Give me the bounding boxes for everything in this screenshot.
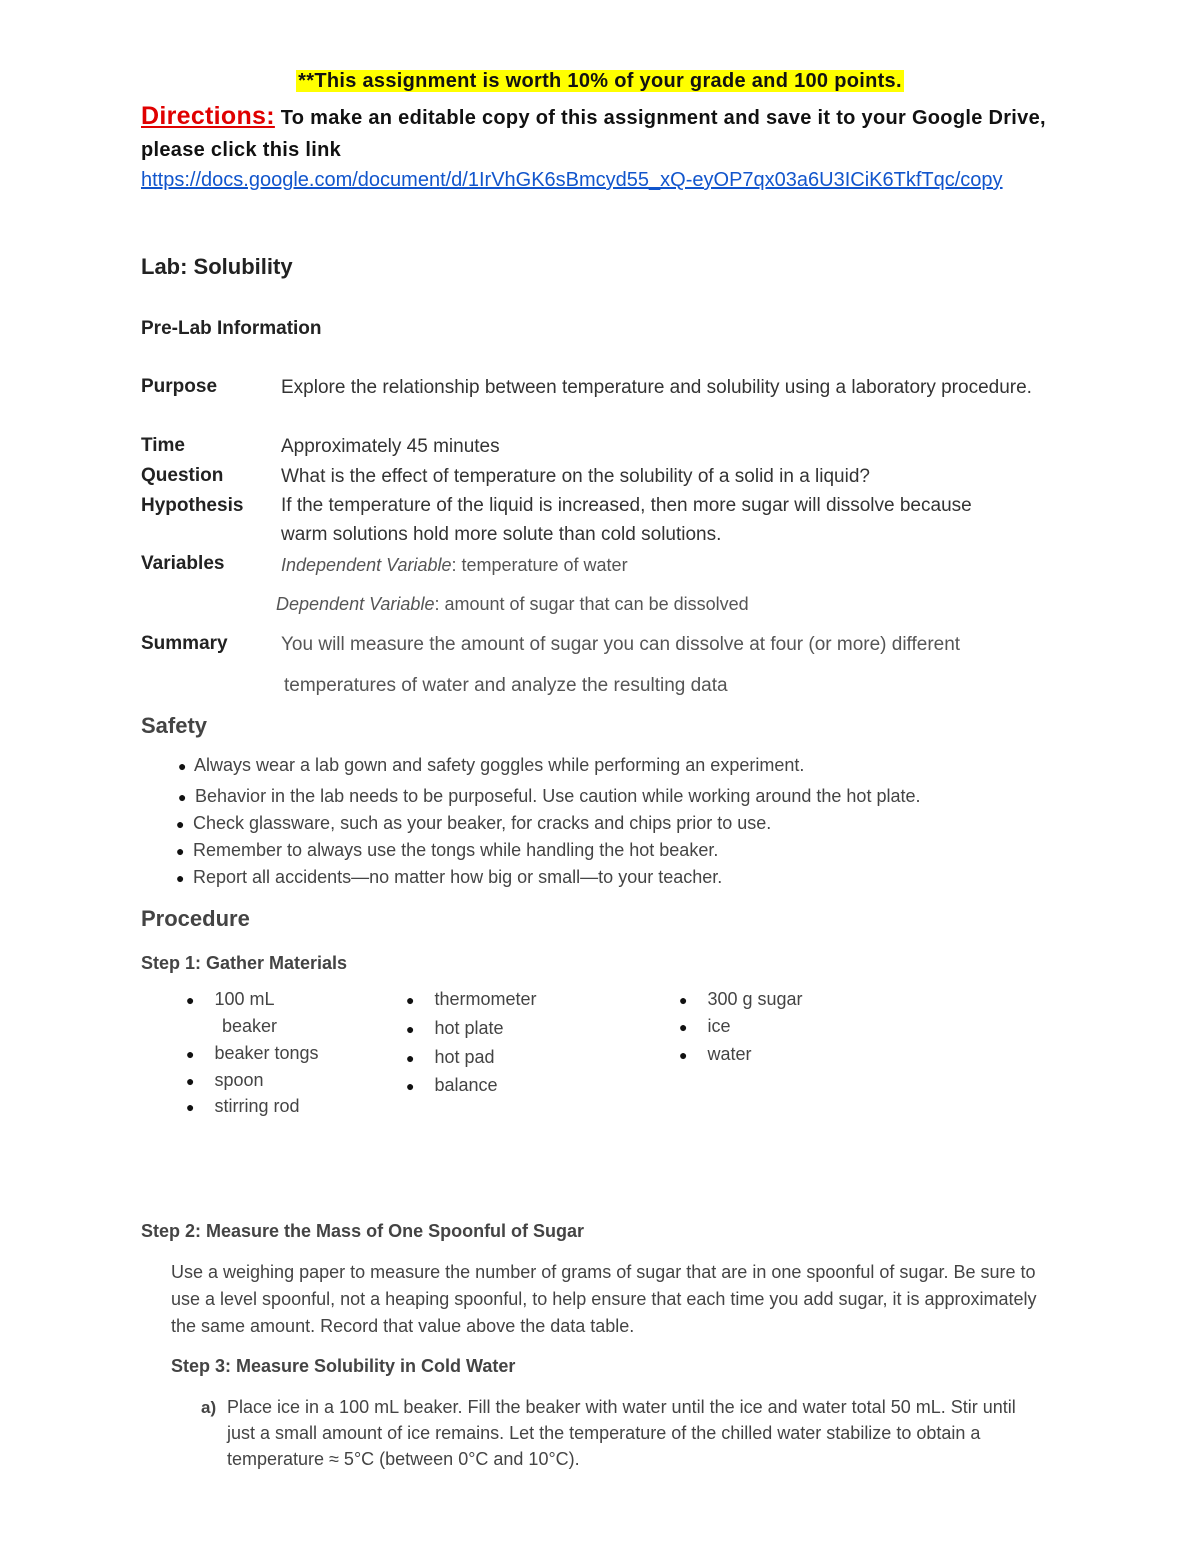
time-term: Time <box>141 435 186 456</box>
safety-item: ● Always wear a lab gown and safety goggles while performing an experiment. <box>178 755 805 775</box>
material-item: ● balance <box>406 1075 498 1095</box>
lab-title: Lab: Solubility <box>141 254 293 279</box>
prelab-heading: Pre-Lab Information <box>141 318 322 339</box>
bullet-icon: ● <box>178 789 187 805</box>
step3a-text: Place ice in a 100 mL beaker. Fill the beaker with water until the ice and water total 50 mL. Stir until just a small amount of ice remains. Let the temperature of the chilled water stabilize to obtain a temperature ≈ 5°C (between 0°C and 10°C). <box>227 1397 1016 1469</box>
bullet-icon: ● <box>186 1046 195 1062</box>
hypothesis-term: Hypothesis <box>141 495 244 516</box>
dependent-variable-line <box>276 590 1056 619</box>
question-term: Question <box>141 465 224 486</box>
bullet-icon: ● <box>176 843 185 859</box>
bullet-icon: ● <box>186 1073 195 1089</box>
bullet-icon: ● <box>406 1021 415 1037</box>
directions-paragraph <box>141 100 1051 166</box>
purpose-term: Purpose <box>141 376 218 397</box>
independent-text: : temperature of water <box>451 555 628 575</box>
directions-label: Directions: <box>141 102 275 130</box>
material-item: ● stirring rod <box>186 1096 300 1116</box>
bullet-icon: ● <box>176 870 185 886</box>
procedure-heading: Procedure <box>141 906 250 931</box>
material-item: ● beaker tongs <box>186 1043 319 1063</box>
bullet-icon: ● <box>186 992 195 1008</box>
material-item: ● water <box>679 1044 752 1064</box>
bullet-icon: ● <box>406 1050 415 1066</box>
step1-heading: Step 1: Gather Materials <box>141 953 348 973</box>
step3-heading: Step 3: Measure Solubility in Cold Water <box>171 1356 516 1376</box>
grade-notice: **This assignment is worth 10% of your grade and 100 points. <box>298 70 902 92</box>
material-item-cont: beaker <box>222 1016 278 1036</box>
variables-term: Variables <box>141 553 225 574</box>
independent-label: Independent Variable <box>281 555 452 575</box>
bullet-icon: ● <box>178 758 187 774</box>
bullet-icon: ● <box>406 1078 415 1094</box>
material-item: ● hot plate <box>406 1018 504 1038</box>
summary-line-2: temperatures of water and analyze the resulting data <box>284 675 728 696</box>
summary-line-1: You will measure the amount of sugar you can dissolve at four (or more) different <box>281 634 961 655</box>
material-item: ● thermometer <box>406 989 537 1009</box>
purpose-text: Explore the relationship between temperature and solubility using a laboratory procedure. <box>281 377 1032 398</box>
copy-link[interactable]: https://docs.google.com/document/d/1IrVhGK6sBmcyd55_xQ-eyOP7qx03a6U3ICiK6TkfTqc/copy <box>141 169 1003 191</box>
step2-heading: Step 2: Measure the Mass of One Spoonful of Sugar <box>141 1221 585 1241</box>
safety-item: ● Report all accidents—no matter how big or small—to your teacher. <box>176 867 723 887</box>
dependent-label: Dependent Variable <box>276 594 435 614</box>
material-item: ● hot pad <box>406 1047 495 1067</box>
bullet-icon: ● <box>406 992 415 1008</box>
directions-text: To make an editable copy of this assignment and save it to your Google Drive, please click this link <box>141 107 1046 161</box>
step2-text: Use a weighing paper to measure the number of grams of sugar that are in one spoonful of sugar. Be sure to use a level spoonful, not a heaping spoonful, to help ensure that each time you add sugar, it is approximately the same amount. Record that value above the data table. <box>171 1262 1037 1336</box>
bullet-icon: ● <box>186 1099 195 1115</box>
bullet-icon: ● <box>679 992 688 1008</box>
material-item: ● 100 mL <box>186 989 275 1009</box>
material-item: ● spoon <box>186 1070 264 1090</box>
safety-item: ● Check glassware, such as your beaker, for cracks and chips prior to use. <box>176 813 772 833</box>
bullet-icon: ● <box>176 816 185 832</box>
question-text: What is the effect of temperature on the solubility of a solid in a liquid? <box>281 466 870 487</box>
bullet-icon: ● <box>679 1047 688 1063</box>
time-text: Approximately 45 minutes <box>281 436 500 457</box>
independent-variable-line <box>281 551 1061 580</box>
dependent-text: : amount of sugar that can be dissolved <box>434 594 749 614</box>
step3a-label: a) <box>201 1398 217 1417</box>
bullet-icon: ● <box>679 1019 688 1035</box>
safety-item: ● Remember to always use the tongs while handling the hot beaker. <box>176 840 719 860</box>
safety-heading: Safety <box>141 713 208 738</box>
grade-notice-row <box>0 70 1200 93</box>
material-item: ● ice <box>679 1016 731 1036</box>
hypothesis-text: If the temperature of the liquid is increased, then more sugar will dissolve because warm solutions hold more solute than cold solutions. <box>281 495 972 545</box>
safety-item: ● Behavior in the lab needs to be purposeful. Use caution while working around the hot plate. <box>178 786 921 806</box>
summary-term: Summary <box>141 633 228 654</box>
material-item: ● 300 g sugar <box>679 989 803 1009</box>
